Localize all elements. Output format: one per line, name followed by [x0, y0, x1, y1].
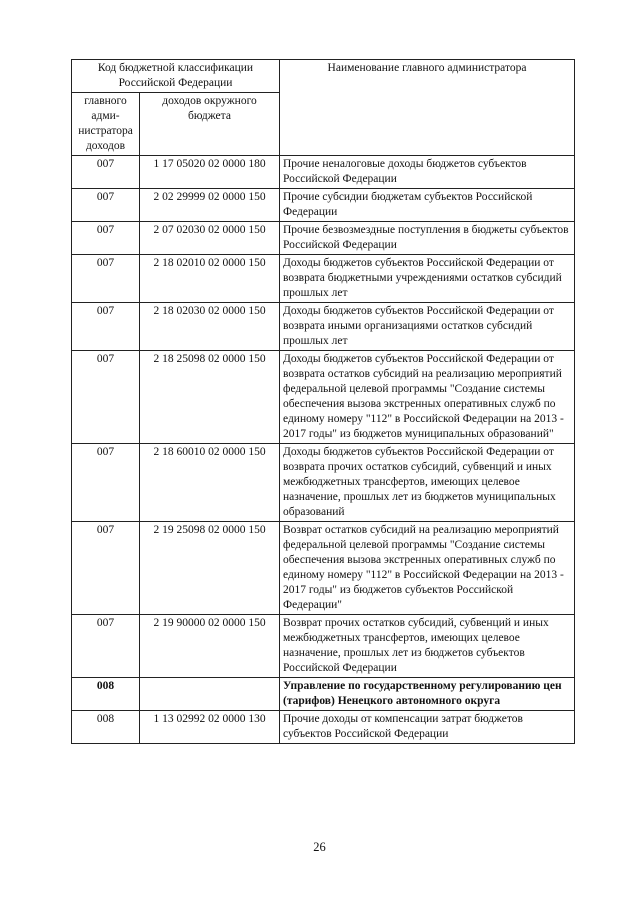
- income-code-cell: [140, 678, 280, 711]
- table-row: [72, 711, 575, 744]
- administrator-name-cell: Управление по государственному регулированию цен (тарифов) Ненецкого автономного округа: [280, 678, 575, 711]
- admin-code-cell: 007: [72, 303, 140, 351]
- table-row: [72, 522, 575, 615]
- header-district-budget-income: доходов окружного бюджета: [140, 93, 280, 156]
- income-code-cell: 2 18 60010 02 0000 150: [140, 444, 280, 522]
- header-administrator-name: Наименование главного администратора: [280, 60, 575, 156]
- admin-code-cell: 007: [72, 522, 140, 615]
- name-cell: Доходы бюджетов субъектов Российской Федерации от возврата бюджетными учреждениями остатков субсидий прошлых лет: [280, 255, 575, 303]
- table-row: [72, 351, 575, 444]
- table-row-administrator-heading: [72, 678, 575, 711]
- income-code-cell: 2 18 25098 02 0000 150: [140, 351, 280, 444]
- income-code-cell: 2 02 29999 02 0000 150: [140, 189, 280, 222]
- table-row: [72, 444, 575, 522]
- header-main-administrator: главного адми-нистратора доходов: [72, 93, 140, 156]
- page-number: 26: [313, 840, 326, 854]
- table-row: [72, 222, 575, 255]
- admin-code-cell: 008: [72, 678, 140, 711]
- name-cell: Прочие доходы от компенсации затрат бюджетов субъектов Российской Федерации: [280, 711, 575, 744]
- name-cell: Возврат остатков субсидий на реализацию мероприятий федеральной целевой программы "Создание системы обеспечения вызова экстренных оперативных служб по единому номеру "112" в Российской Федерации на 2013 - 2017 годы" из бюджетов субъектов Российской Федерации": [280, 522, 575, 615]
- header-classification-code: Код бюджетной классификации Российской Федерации: [72, 60, 280, 93]
- admin-code-cell: 007: [72, 189, 140, 222]
- table-row: [72, 303, 575, 351]
- admin-code-cell: 007: [72, 351, 140, 444]
- income-code-cell: 1 13 02992 02 0000 130: [140, 711, 280, 744]
- income-code-cell: 1 17 05020 02 0000 180: [140, 156, 280, 189]
- name-cell: Доходы бюджетов субъектов Российской Федерации от возврата остатков субсидий на реализацию мероприятий федеральной целевой программы "Создание системы обеспечения вызова экстренных оперативных служб по единому номеру "112" в Российской Федерации на 2013 - 2017 годы" из бюджетов муниципальных образований": [280, 351, 575, 444]
- name-cell: Доходы бюджетов субъектов Российской Федерации от возврата прочих остатков субсидий, субвенций и иных межбюджетных трансфертов, имеющих целевое назначение, прошлых лет из бюджетов муниципальных образований: [280, 444, 575, 522]
- income-code-cell: 2 07 02030 02 0000 150: [140, 222, 280, 255]
- table-row: [72, 189, 575, 222]
- table-row: [72, 156, 575, 189]
- income-code-cell: 2 18 02010 02 0000 150: [140, 255, 280, 303]
- table-header-row: [72, 60, 575, 93]
- table-row: [72, 615, 575, 678]
- budget-classification-table: [71, 59, 575, 744]
- admin-code-cell: 007: [72, 156, 140, 189]
- admin-code-cell: 008: [72, 711, 140, 744]
- name-cell: Возврат прочих остатков субсидий, субвенций и иных межбюджетных трансфертов, имеющих целевое назначение, прошлых лет из бюджетов субъектов Российской Федерации: [280, 615, 575, 678]
- admin-code-cell: 007: [72, 615, 140, 678]
- name-cell: Прочие безвозмездные поступления в бюджеты субъектов Российской Федерации: [280, 222, 575, 255]
- admin-code-cell: 007: [72, 444, 140, 522]
- income-code-cell: 2 19 90000 02 0000 150: [140, 615, 280, 678]
- admin-code-cell: 007: [72, 222, 140, 255]
- income-code-cell: 2 19 25098 02 0000 150: [140, 522, 280, 615]
- name-cell: Прочие субсидии бюджетам субъектов Российской Федерации: [280, 189, 575, 222]
- name-cell: Доходы бюджетов субъектов Российской Федерации от возврата иными организациями остатков субсидий прошлых лет: [280, 303, 575, 351]
- table-row: [72, 255, 575, 303]
- income-code-cell: 2 18 02030 02 0000 150: [140, 303, 280, 351]
- name-cell: Прочие неналоговые доходы бюджетов субъектов Российской Федерации: [280, 156, 575, 189]
- admin-code-cell: 007: [72, 255, 140, 303]
